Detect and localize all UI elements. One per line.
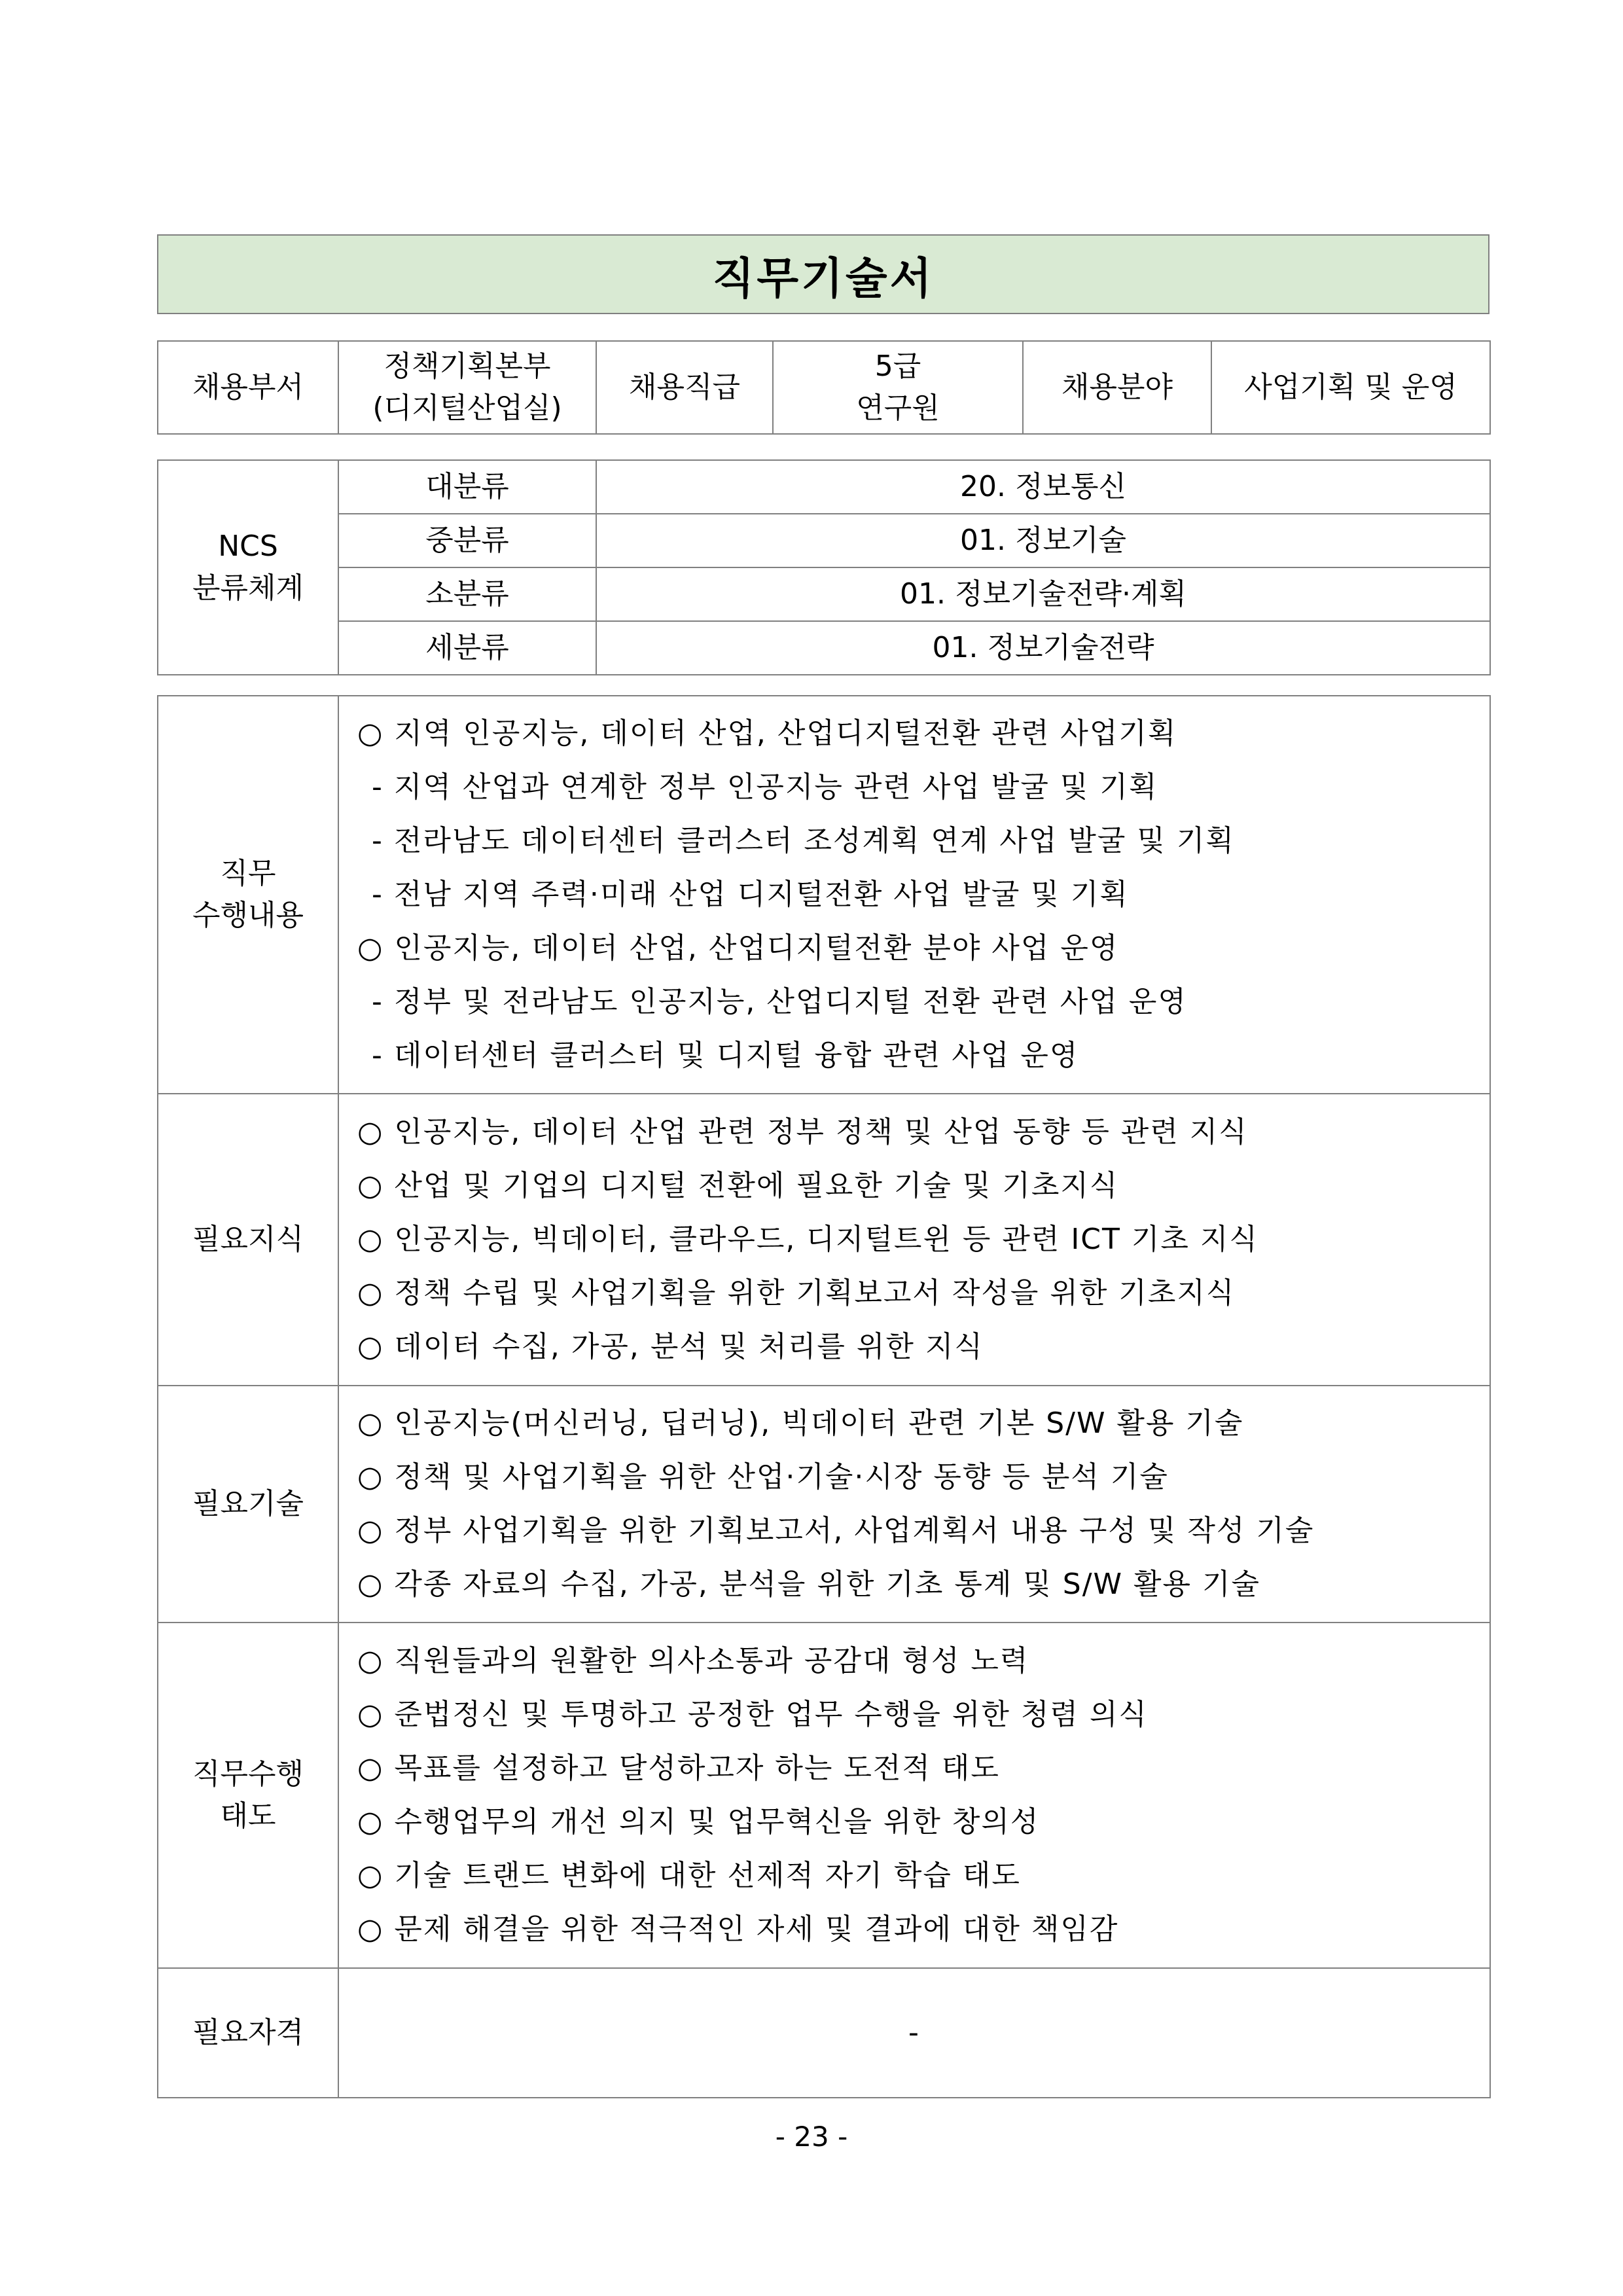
attitude-line: ○ 수행업무의 개선 의지 및 업무혁신을 위한 창의성 — [357, 1805, 1040, 1839]
recruitment-header-table — [157, 340, 1491, 435]
ncs-label-line2: 분류체계 — [192, 571, 304, 605]
attitude-label — [158, 1623, 338, 1968]
attitude-label-line1: 직무수행 — [192, 1757, 304, 1791]
ncs-row — [158, 567, 1490, 621]
qualification-value: - — [338, 1968, 1490, 2098]
qualification-row — [158, 1968, 1490, 2098]
ncs-minor-value: 01. 정보기술전략·계획 — [596, 567, 1490, 621]
ncs-label — [158, 460, 338, 675]
attitude-label-line2: 태도 — [220, 1799, 276, 1833]
duty-line: ○ 지역 인공지능, 데이터 산업, 산업디지털전환 관련 사업기획 — [357, 717, 1177, 750]
grade-value-line2: 연구원 — [856, 391, 940, 425]
attitude-line: ○ 기술 트랜드 변화에 대한 선제적 자기 학습 태도 — [357, 1859, 1021, 1892]
attitude-line: ○ 준법정신 및 투명하고 공정한 업무 수행을 위한 청렴 의식 — [357, 1698, 1148, 1731]
knowledge-line: ○ 인공지능, 빅데이터, 클라우드, 디지털트윈 등 관련 ICT 기초 지식 — [357, 1223, 1258, 1256]
skills-row — [158, 1386, 1490, 1623]
duty-line: - 정부 및 전라남도 인공지능, 산업디지털 전환 관련 사업 운영 — [372, 985, 1187, 1018]
duties-content — [338, 696, 1490, 1094]
duty-line: - 전라남도 데이터센터 클러스터 조성계획 연계 사업 발굴 및 기획 — [372, 824, 1235, 857]
duties-label — [158, 696, 338, 1094]
knowledge-row — [158, 1094, 1490, 1386]
duty-line: - 지역 산업과 연계한 정부 인공지능 관련 사업 발굴 및 기획 — [372, 770, 1158, 804]
skills-label: 필요기술 — [158, 1386, 338, 1623]
ncs-row — [158, 514, 1490, 567]
attitude-row — [158, 1623, 1490, 1968]
skill-line: ○ 정책 및 사업기획을 위한 산업·기술·시장 동향 등 분석 기술 — [357, 1460, 1169, 1494]
ncs-middle-value: 01. 정보기술 — [596, 514, 1490, 567]
knowledge-content — [338, 1094, 1490, 1386]
ncs-major-value: 20. 정보통신 — [596, 460, 1490, 514]
ncs-classification-table — [157, 459, 1491, 675]
ncs-major-name: 대분류 — [338, 460, 596, 514]
header-row — [158, 341, 1490, 434]
document-title: 직무기술서 — [157, 234, 1489, 314]
job-description-table — [157, 695, 1491, 2098]
duties-row — [158, 696, 1490, 1094]
ncs-row — [158, 621, 1490, 675]
knowledge-label: 필요지식 — [158, 1094, 338, 1386]
duty-line: - 데이터센터 클러스터 및 디지털 융합 관련 사업 운영 — [372, 1039, 1079, 1072]
duty-line: - 전남 지역 주력·미래 산업 디지털전환 사업 발굴 및 기획 — [372, 878, 1129, 911]
grade-value — [773, 341, 1023, 434]
grade-label: 채용직급 — [596, 341, 773, 434]
skill-line: ○ 인공지능(머신러닝, 딥러닝), 빅데이터 관련 기본 S/W 활용 기술 — [357, 1407, 1244, 1440]
duties-label-line2: 수행내용 — [192, 899, 304, 932]
skill-line: ○ 정부 사업기획을 위한 기획보고서, 사업계획서 내용 구성 및 작성 기술 — [357, 1514, 1315, 1547]
knowledge-line: ○ 인공지능, 데이터 산업 관련 정부 정책 및 산업 동향 등 관련 지식 — [357, 1115, 1248, 1149]
knowledge-line: ○ 정책 수립 및 사업기획을 위한 기획보고서 작성을 위한 기초지식 — [357, 1276, 1236, 1310]
page-number: - 23 - — [775, 2121, 848, 2153]
attitude-content — [338, 1623, 1490, 1968]
knowledge-line: ○ 산업 및 기업의 디지털 전환에 필요한 기술 및 기초지식 — [357, 1169, 1119, 1202]
attitude-line: ○ 문제 해결을 위한 적극적인 자세 및 결과에 대한 책임감 — [357, 1912, 1119, 1946]
ncs-row — [158, 460, 1490, 514]
ncs-detail-value: 01. 정보기술전략 — [596, 621, 1490, 675]
attitude-line: ○ 목표를 설정하고 달성하고자 하는 도전적 태도 — [357, 1751, 1000, 1785]
ncs-middle-name: 중분류 — [338, 514, 596, 567]
field-label: 채용분야 — [1023, 341, 1211, 434]
ncs-detail-name: 세분류 — [338, 621, 596, 675]
skills-content — [338, 1386, 1490, 1623]
knowledge-line: ○ 데이터 수집, 가공, 분석 및 처리를 위한 지식 — [357, 1330, 984, 1363]
dept-value-line2: (디지털산업실) — [372, 391, 562, 425]
dept-value-line1: 정책기획본부 — [383, 350, 551, 384]
duties-label-line1: 직무 — [220, 857, 276, 891]
skill-line: ○ 각종 자료의 수집, 가공, 분석을 위한 기초 통계 및 S/W 활용 기술 — [357, 1568, 1261, 1601]
field-value: 사업기획 및 운영 — [1211, 341, 1490, 434]
dept-value — [338, 341, 596, 434]
grade-value-line1: 5급 — [874, 350, 921, 384]
ncs-label-line1: NCS — [218, 529, 278, 564]
duty-line: ○ 인공지능, 데이터 산업, 산업디지털전환 분야 사업 운영 — [357, 931, 1119, 965]
dept-label: 채용부서 — [158, 341, 338, 434]
qualification-label: 필요자격 — [158, 1968, 338, 2098]
attitude-line: ○ 직원들과의 원활한 의사소통과 공감대 형성 노력 — [357, 1644, 1029, 1677]
ncs-minor-name: 소분류 — [338, 567, 596, 621]
